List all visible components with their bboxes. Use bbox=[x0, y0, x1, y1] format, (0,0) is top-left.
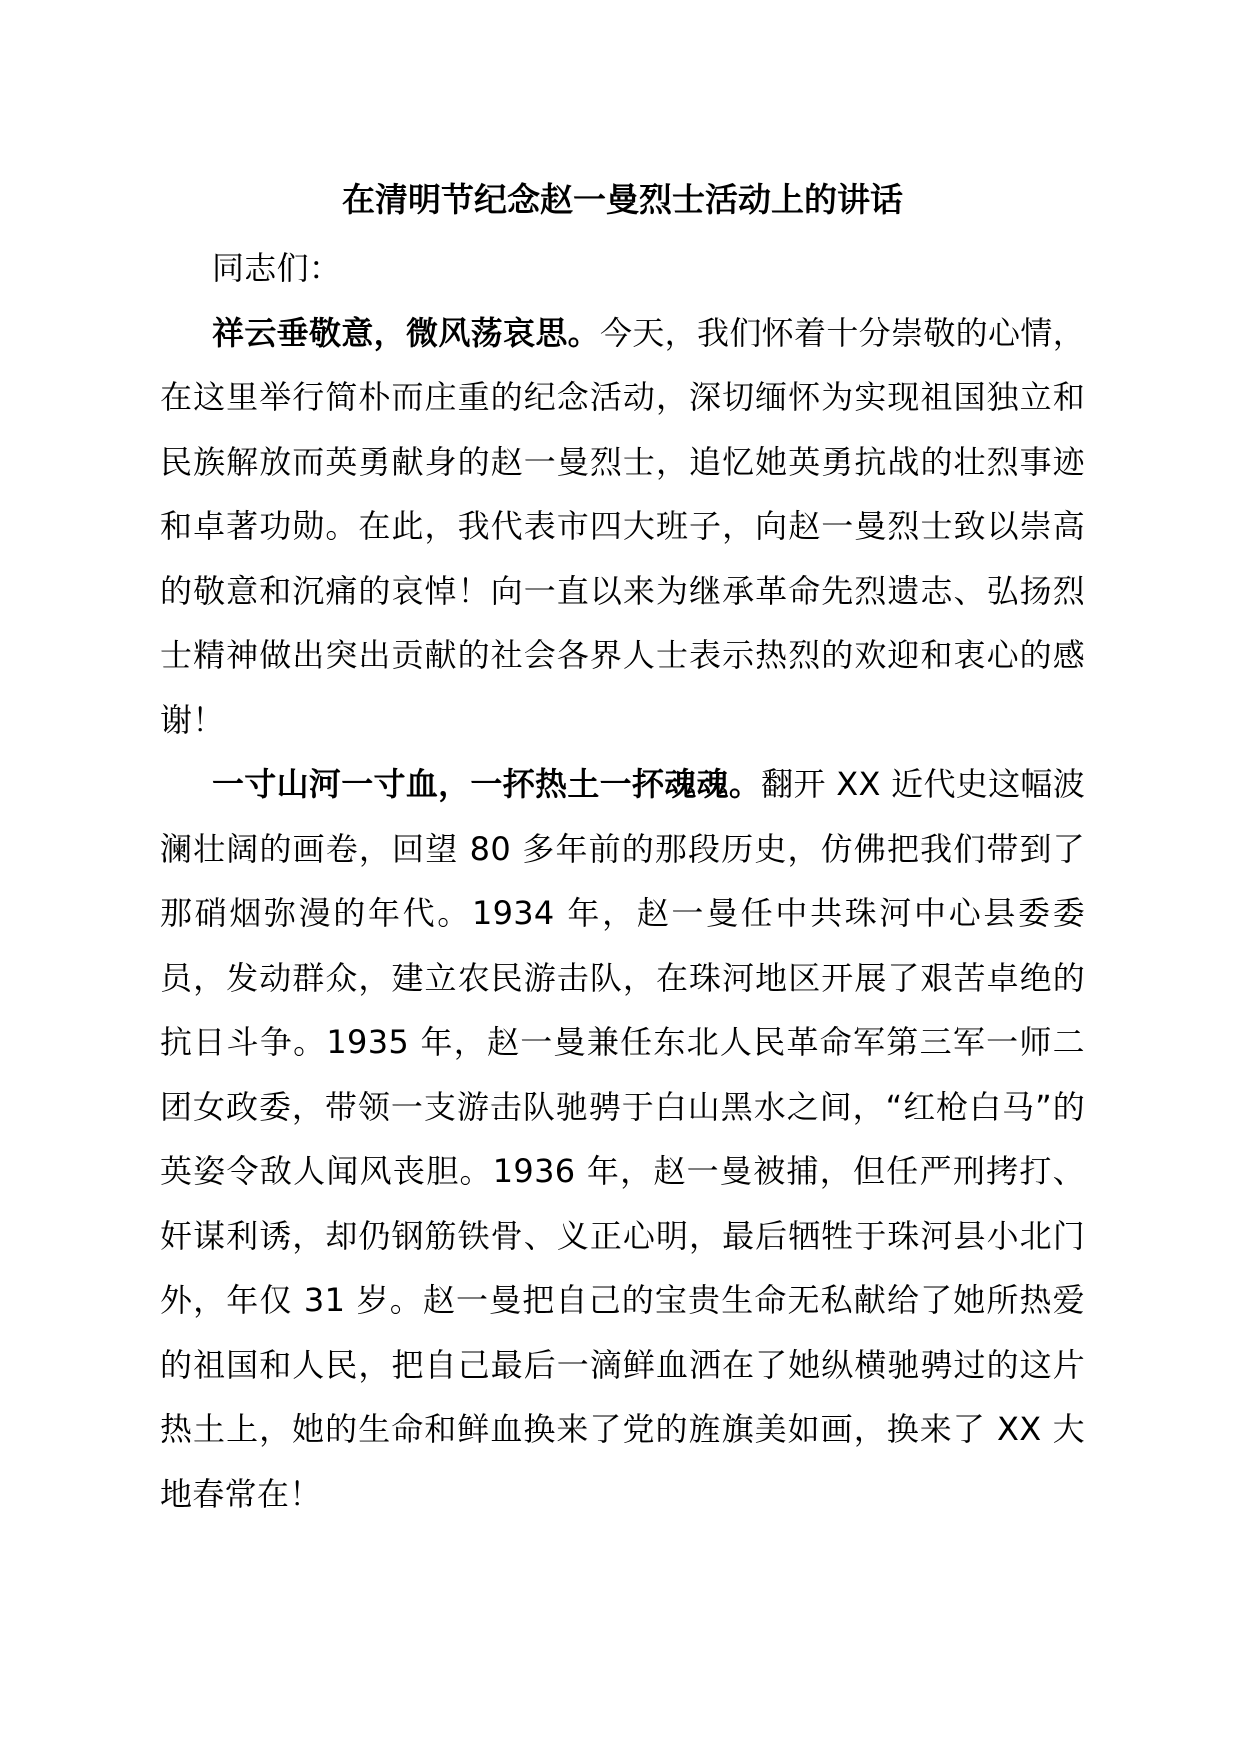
document-body bbox=[160, 172, 1085, 1526]
paragraph-text: 今天，我们怀着十分崇敬的心情，在这里举行简朴而庄重的纪念活动，深切缅怀为实现祖国独立和民族解放而英勇献身的赵一曼烈士，追忆她英勇抗战的壮烈事迹和卓著功勋。在此，我代表市四大班子，向赵一曼烈士致以崇高的敬意和沉痛的哀悼！向一直以来为继承革命先烈遗志、弘扬烈士精神做出突出贡献的社会各界人士表示热烈的欢迎和衷心的感谢！ bbox=[160, 313, 1085, 739]
paragraph-tribute bbox=[160, 301, 1085, 753]
salutation: 同志们： bbox=[212, 249, 342, 287]
paragraph-text: 翻开 XX 近代史这幅波澜壮阔的画卷，回望 80 多年前的那段历史，仿佛把我们带到了那硝烟弥漫的年代。1934 年，赵一曼任中共珠河中心县委委员，发动群众，建立农民游击队，在珠河地区开展了艰苦卓绝的抗日斗争。1935 年，赵一曼兼任东北人民革命军第三军一师二团女政委，带领一支游击队驰骋于白山黑水之间，“红枪白马”的英姿令敌人闻风丧胆。1936 年，赵一曼被捕，但任严刑拷打、奸谋利诱，却仍钢筋铁骨、义正心明，最后牺牲于珠河县小北门外，年仅 31 岁。赵一曼把自己的宝贵生命无私献给了她所热爱的祖国和人民，把自己最后一滴鲜血洒在了她纵横驰骋过的这片热土上，她的生命和鲜血换来了党的旌旗美如画，换来了 XX 大地春常在！ bbox=[160, 765, 1085, 1513]
paragraph-lead: 祥云垂敬意，微风荡哀思。 bbox=[212, 313, 601, 352]
paragraph-history bbox=[160, 752, 1085, 1526]
document-title: 在清明节纪念赵一曼烈士活动上的讲话 bbox=[342, 180, 903, 219]
paragraph-lead: 一寸山河一寸血，一抔热土一抔魂魂。 bbox=[212, 765, 762, 803]
